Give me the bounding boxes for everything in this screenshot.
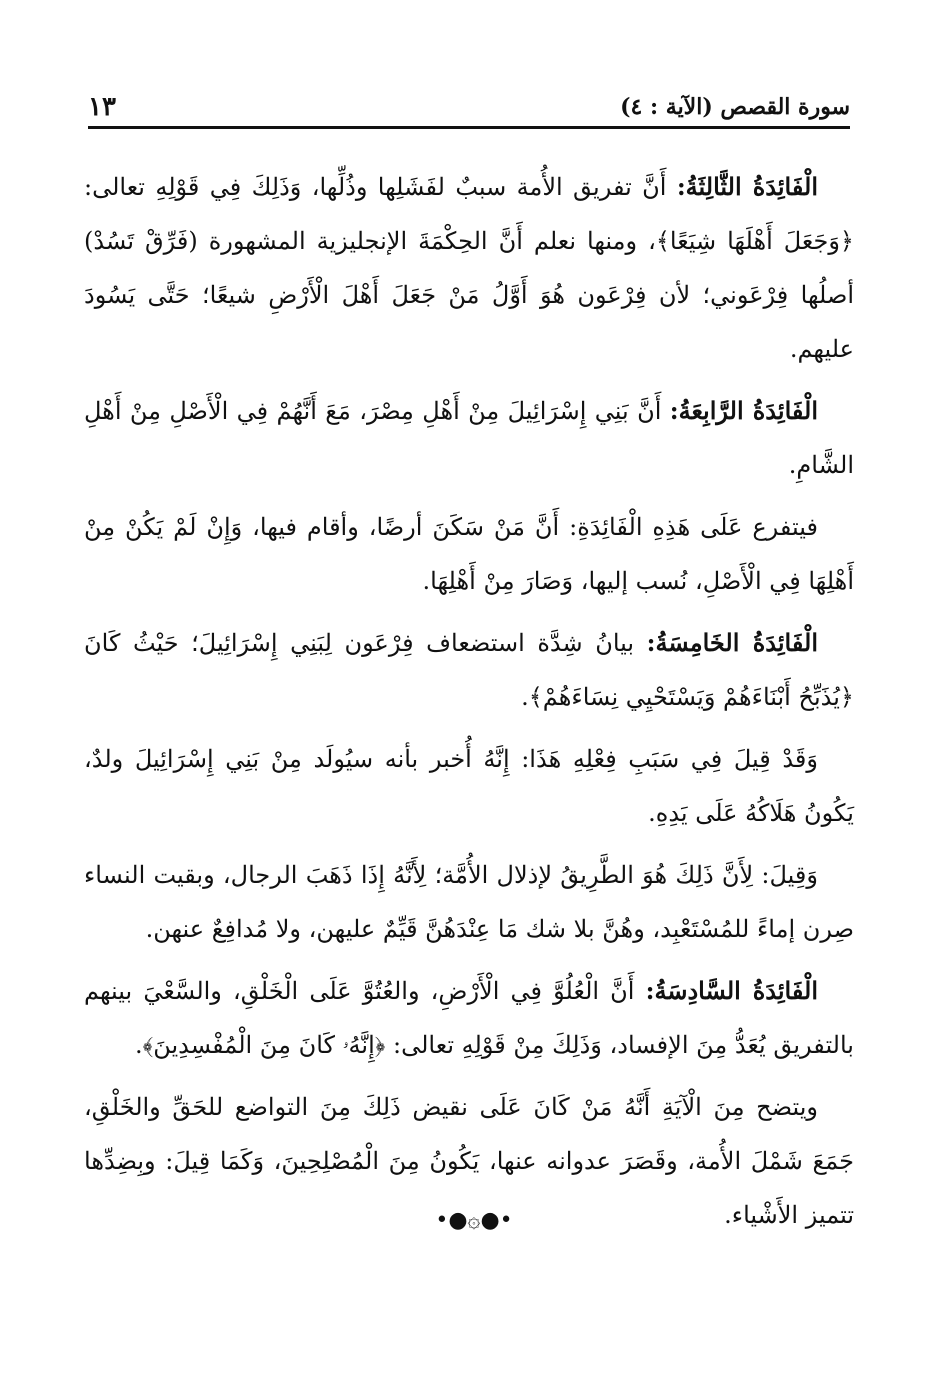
benefit-heading: الْفَائِدَةُ الخَامِسَةُ:	[646, 628, 818, 657]
paragraph-text: بيانُ شِدَّة استضعاف فِرْعَون لِبَنِي إِسْرَائِيلَ؛ حَيْثُ كَانَ ﴿يُذَبِّحُ أَبْنَاءَهُمْ وَيَسْتَحْيِي نِسَاءَهُمْ﴾.	[84, 629, 854, 711]
benefit-heading: الْفَائِدَةُ الثَّالِثَةُ:	[676, 172, 818, 201]
benefit-heading: الْفَائِدَةُ السَّادِسَةُ:	[645, 976, 818, 1005]
paragraph-text: أَنَّ الْعُلُوَّ فِي الْأَرْضِ، والعُتُوَّ عَلَى الْخَلْقِ، والسَّعْيَ بينهم بالتفريق يُعَدُّ مِنَ الإفساد، وَذَلِكَ مِنْ قَوْلِهِ تعالى: ﴿إِنَّهُۥ كَانَ مِنَ الْمُفْسِدِينَ﴾.	[84, 977, 854, 1059]
paragraph-reason-2	[84, 848, 854, 956]
section-end-ornament: •●۞●•	[435, 1208, 513, 1233]
paragraph-text: وَقَدْ قِيلَ فِي سَبَبِ فِعْلِهِ هَذَا: إِنَّهُ أُخبر بأنه سيُولَد مِنْ بَنِي إِسْرَائِيلَ ولدٌ، يَكُونُ هَلَاكُهُ عَلَى يَدِهِ.	[84, 745, 854, 827]
benefit-heading: الْفَائِدَةُ الرَّابِعَةُ:	[669, 396, 819, 425]
paragraph-text: ويتضح مِنَ الْآيَةِ أَنَّهُ مَنْ كَانَ عَلَى نقيض ذَلِكَ مِنَ التواضع للحَقِّ والخَلْقِ، جَمَعَ شَمْلَ الأُمة، وقَصَرَ عدوانه عنها، يَكُونُ مِنَ الْمُصْلِحِينَ، وَكَمَا قِيلَ: وبِضِدِّها تتميز الأَشْياء.	[84, 1093, 854, 1229]
paragraph-text: وَقِيلَ: لِأَنَّ ذَلِكَ هُوَ الطَّرِيقُ لإذلال الأُمَّة؛ لِأَنَّهُ إِذَا ذَهَبَ الرجال، وبقيت النساء صِرن إماءً للمُسْتَعْبِد، وهُنَّ بلا شك مَا عِنْدَهُنَّ قَيِّمٌ عليهن، ولا مُدافِعٌ عنهن.	[84, 861, 854, 943]
page-header	[88, 92, 850, 129]
paragraph-benefit-3	[84, 160, 854, 376]
paragraph-text: أَنَّ تفريق الأُمة سببٌ لفَشَلِها وذُلِّها، وَذَلِكَ فِي قَوْلِهِ تعالى: ﴿وَجَعَلَ أَهْلَهَا شِيَعًا﴾، ومنها نعلم أَنَّ الحِكْمَةَ الإنجليزية المشهورة (فَرِّقْ تَسُدْ) أصلُها فِرْعَوني؛ لأن فِرْعَون هُوَ أَوَّلُ مَنْ جَعَلَ أَهْلَ الْأَرْضِ شيعًا؛ حَتَّى يَسُودَ عليهم.	[84, 173, 854, 363]
paragraph-benefit-5	[84, 616, 854, 724]
paragraph-benefit-6	[84, 964, 854, 1072]
paragraph-text: أَنَّ بَنِي إِسْرَائِيلَ مِنْ أَهْلِ مِصْرَ، مَعَ أَنَّهُمْ فِي الْأَصْلِ مِنْ أَهْلِ الشَّامِ.	[84, 397, 854, 479]
page-number: ١٣	[88, 92, 116, 122]
paragraph-benefit-4	[84, 384, 854, 492]
paragraph-reason-1	[84, 732, 854, 840]
page-body	[84, 160, 854, 1250]
running-title: سورة القصص (الآية : ٤)	[620, 94, 850, 120]
paragraph-branch	[84, 500, 854, 608]
paragraph-text: فيتفرع عَلَى هَذِهِ الْفَائِدَةِ: أَنَّ مَنْ سَكَنَ أرضًا، وأقام فيها، وَإِنْ لَمْ يَكُنْ مِنْ أَهْلِهَا فِي الْأَصْلِ، نُسب إليها، وَصَارَ مِنْ أَهْلِهَا.	[84, 513, 854, 595]
